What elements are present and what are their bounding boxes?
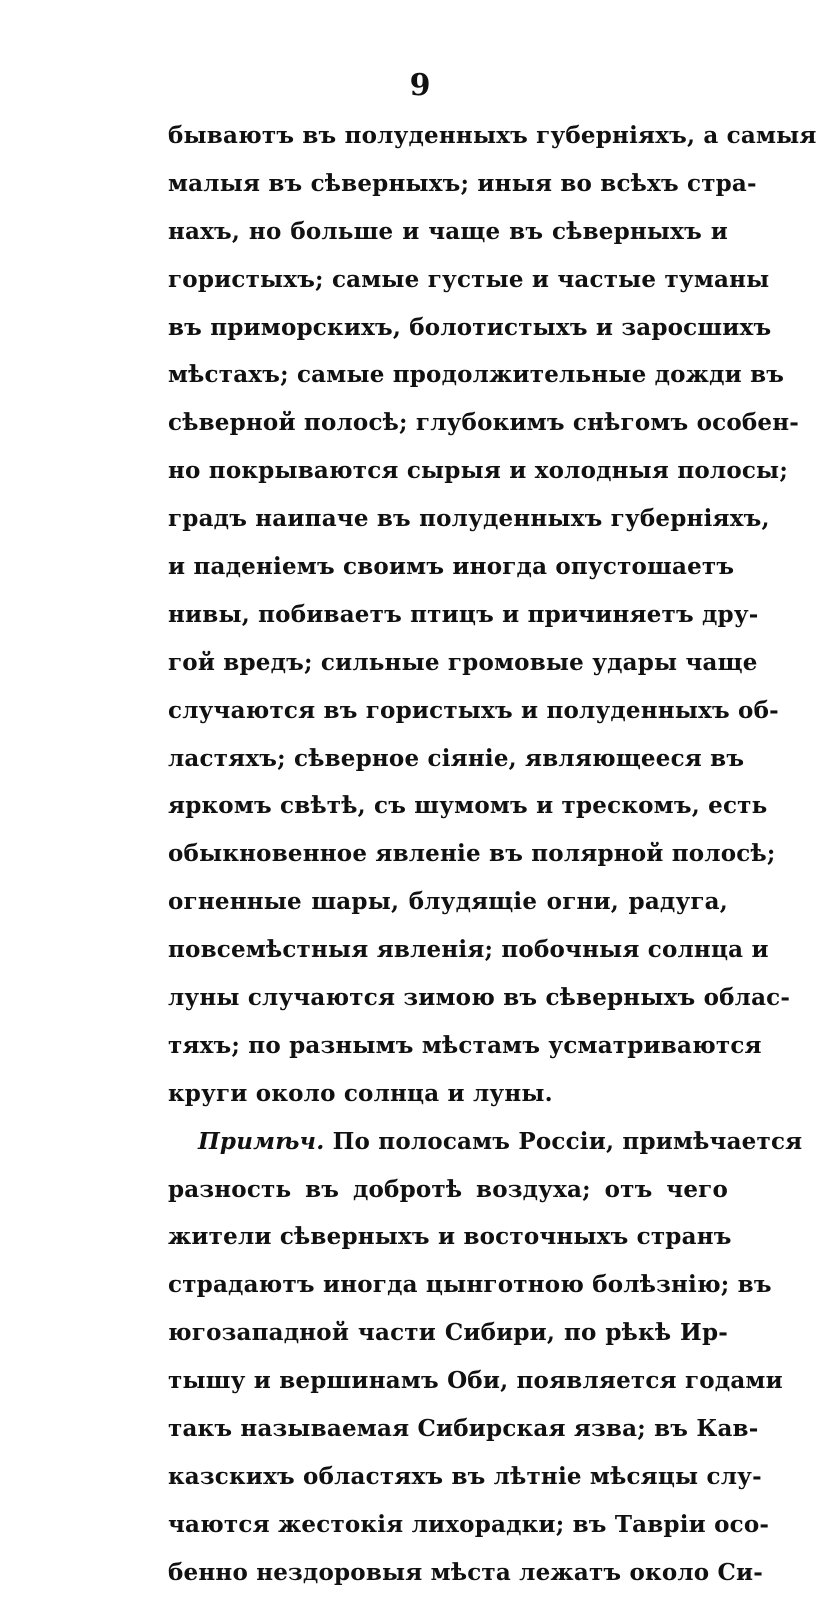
- text-line: бенно нездоровыя мѣста лежатъ около Си-: [168, 1558, 764, 1586]
- text-line: казскихъ областяхъ въ лѣтніе мѣсяцы слу-: [168, 1462, 762, 1490]
- text-line: гой вредъ; сильные громовые удары чаще: [168, 648, 758, 676]
- text-line: сѣверной полосѣ; глубокимъ снѣгомъ особен-: [168, 409, 800, 437]
- text-line: мѣстахъ; самые продолжительные дожди въ: [168, 361, 785, 389]
- text-line: тышу и вершинамъ Оби, появляется годами: [168, 1367, 783, 1395]
- page-text: [168, 112, 817, 1597]
- text-line: луны случаются зимою въ сѣверныхъ облас-: [168, 984, 791, 1012]
- text-line: случаются въ гористыхъ и полуденныхъ об-: [168, 696, 779, 724]
- text-line: нивы, побиваетъ птицъ и причиняетъ дру-: [168, 600, 759, 628]
- text-line: огненные шары, блудящіе огни, радуга,: [168, 888, 728, 916]
- text-line: и паденіемъ своимъ иногда опустошаетъ: [168, 553, 735, 581]
- paragraph-2: [168, 1118, 803, 1597]
- text-line: разность въ добротѣ воздуха; отъ чего: [168, 1175, 728, 1203]
- text-line: яркомъ свѣтѣ, съ шумомъ и трескомъ, есть: [168, 792, 768, 820]
- text-line: повсемѣстныя явленія; побочныя солнца и: [168, 936, 769, 964]
- text-line: нахъ, но больше и чаще въ сѣверныхъ и: [168, 217, 728, 245]
- note-first-line: По полосамъ Россіи, примѣчается: [332, 1127, 803, 1155]
- text-line: чаются жестокія лихорадки; въ Тавріи осо-: [168, 1510, 770, 1538]
- text-line: обыкновенное явленіе въ полярной полосѣ;: [168, 840, 776, 868]
- text-line: такъ называемая Сибирская язва; въ Кав-: [168, 1415, 759, 1443]
- page-number: 9: [409, 68, 431, 103]
- text-line: гористыхъ; самые густые и частые туманы: [168, 265, 770, 293]
- text-line: югозападной части Сибири, по рѣкѣ Ир-: [168, 1319, 728, 1347]
- text-line: жители сѣверныхъ и восточныхъ странъ: [168, 1223, 732, 1251]
- text-line: малыя въ сѣверныхъ; иныя во всѣхъ стра-: [168, 169, 757, 197]
- text-line: бываютъ въ полуденныхъ губерніяхъ, а самыя: [168, 122, 817, 149]
- text-line: [168, 1118, 803, 1166]
- note-label: Примѣч.: [198, 1127, 325, 1155]
- text-line: въ приморскихъ, болотистыхъ и заросшихъ: [168, 313, 772, 341]
- text-line: тяхъ; по разнымъ мѣстамъ усматриваются: [168, 1031, 762, 1059]
- text-line: градъ наипаче въ полуденныхъ губерніяхъ,: [168, 505, 770, 533]
- text-line: круги около солнца и луны.: [168, 1079, 553, 1107]
- paragraph-1: [168, 112, 817, 1118]
- text-line: но покрываются сырыя и холодныя полосы;: [168, 457, 789, 485]
- text-line: ластяхъ; сѣверное сіяніе, являющееся въ: [168, 744, 745, 772]
- text-line: страдаютъ иногда цынготною болѣзнію; въ: [168, 1271, 772, 1299]
